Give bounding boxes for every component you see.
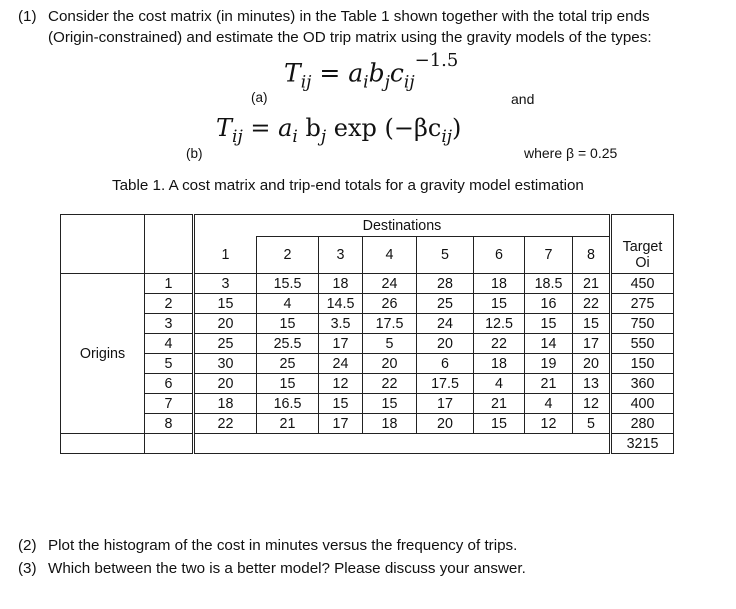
target-cell: 360	[611, 374, 674, 394]
cost-cell: 24	[363, 274, 417, 294]
cost-cell: 15.5	[257, 274, 319, 294]
cost-cell: 22	[194, 414, 257, 434]
eq-b-rhs-a: = a	[250, 114, 293, 142]
dest-header-7: 7	[525, 237, 573, 274]
target-cell: 150	[611, 354, 674, 374]
target-cell: 280	[611, 414, 674, 434]
cost-cell: 15	[474, 294, 525, 314]
eq-b-sub-j: j	[320, 126, 327, 147]
empty-cell	[61, 215, 145, 237]
cost-cell: 15	[525, 314, 573, 334]
empty-cell	[145, 434, 194, 454]
eq-b-sub-ij: ij	[441, 126, 453, 147]
question-3-text: Which between the two is a better model? Please discuss your answer.	[48, 560, 526, 577]
question-1	[18, 6, 730, 48]
cost-cell: 5	[363, 334, 417, 354]
equation-connector: and	[511, 91, 535, 107]
target-cell: 400	[611, 394, 674, 414]
table-caption: Table 1. A cost matrix and trip-end totals for a gravity model estimation	[112, 177, 584, 194]
target-cell: 750	[611, 314, 674, 334]
cost-cell: 4	[257, 294, 319, 314]
cost-matrix-table	[60, 214, 674, 454]
origins-label: Origins	[61, 274, 145, 434]
cost-cell: 18	[474, 274, 525, 294]
empty-cell	[61, 237, 145, 274]
origin-number: 2	[145, 294, 194, 314]
dest-header-1: 1	[194, 237, 257, 274]
target-cell: 450	[611, 274, 674, 294]
cost-cell: 12	[525, 414, 573, 434]
cost-cell: 24	[417, 314, 474, 334]
cost-cell: 22	[573, 294, 611, 314]
cost-cell: 15	[363, 394, 417, 414]
cost-cell: 15	[257, 374, 319, 394]
eq-a-rhs-c: c	[389, 58, 404, 88]
cost-cell: 15	[319, 394, 363, 414]
cost-cell: 21	[573, 274, 611, 294]
cost-cell: 4	[474, 374, 525, 394]
dest-header-6: 6	[474, 237, 525, 274]
cost-cell: 3	[194, 274, 257, 294]
eq-a-lhs: T	[284, 58, 301, 88]
cost-cell: 22	[474, 334, 525, 354]
cost-cell: 17	[573, 334, 611, 354]
cost-cell: 25	[194, 334, 257, 354]
cost-cell: 20	[573, 354, 611, 374]
cost-cell: 17	[319, 334, 363, 354]
cost-cell: 18	[319, 274, 363, 294]
cost-cell: 17.5	[363, 314, 417, 334]
origin-number: 1	[145, 274, 194, 294]
eq-a-exponent: −1.5	[414, 50, 459, 71]
cost-cell: 25	[417, 294, 474, 314]
question-3	[18, 560, 526, 577]
cost-cell: 28	[417, 274, 474, 294]
eq-a-sub-i: i	[363, 72, 369, 93]
destinations-header: Destinations	[194, 215, 611, 237]
empty-cell	[61, 434, 145, 454]
eq-a-sub-ij: ij	[403, 72, 415, 93]
eq-b-close: )	[452, 114, 462, 142]
question-1-number: (1)	[18, 8, 37, 25]
beta-value: where β = 0.25	[524, 145, 618, 161]
cost-cell: 14	[525, 334, 573, 354]
cost-cell: 18	[194, 394, 257, 414]
empty-cell	[611, 215, 674, 237]
equation-a-label: (a)	[251, 90, 268, 105]
question-2-text: Plot the histogram of the cost in minutes versus the frequency of trips.	[48, 537, 518, 554]
target-cell: 275	[611, 294, 674, 314]
cost-cell: 17.5	[417, 374, 474, 394]
origin-number: 7	[145, 394, 194, 414]
cost-cell: 12	[573, 394, 611, 414]
eq-a-rhs-a: = a	[319, 58, 364, 88]
cost-cell: 21	[525, 374, 573, 394]
total-cell: 3215	[611, 434, 674, 454]
cost-cell: 30	[194, 354, 257, 374]
question-1-text-line1: Consider the cost matrix (in minutes) in the Table 1 shown together with the total trip ends	[48, 8, 650, 25]
cost-cell: 17	[417, 394, 474, 414]
cost-cell: 20	[363, 354, 417, 374]
eq-a-lhs-sub: ij	[300, 72, 312, 93]
eq-a-sub-j: j	[384, 72, 390, 93]
question-2-number: (2)	[18, 537, 37, 554]
cost-cell: 17	[319, 414, 363, 434]
cost-cell: 18	[474, 354, 525, 374]
cost-cell: 16.5	[257, 394, 319, 414]
equation-b	[216, 114, 461, 147]
empty-cell	[194, 434, 611, 454]
cost-cell: 6	[417, 354, 474, 374]
cost-cell: 26	[363, 294, 417, 314]
question-1-text-line2: (Origin-constrained) and estimate the OD trip matrix using the gravity models of the types:	[48, 29, 652, 46]
cost-cell: 15	[474, 414, 525, 434]
cost-cell: 15	[194, 294, 257, 314]
equation-a	[284, 50, 459, 93]
cost-cell: 18.5	[525, 274, 573, 294]
cost-cell: 12.5	[474, 314, 525, 334]
dest-header-4: 4	[363, 237, 417, 274]
cost-cell: 20	[194, 314, 257, 334]
cost-cell: 18	[363, 414, 417, 434]
cost-cell: 21	[257, 414, 319, 434]
eq-b-lhs: T	[216, 114, 233, 142]
eq-b-exp: exp (−βc	[333, 114, 442, 142]
cost-cell: 15	[257, 314, 319, 334]
dest-header-5: 5	[417, 237, 474, 274]
target-label-2: Oi	[635, 254, 650, 271]
cost-cell: 5	[573, 414, 611, 434]
origin-number: 4	[145, 334, 194, 354]
cost-cell: 20	[417, 414, 474, 434]
cost-cell: 25	[257, 354, 319, 374]
origin-number: 5	[145, 354, 194, 374]
cost-cell: 20	[417, 334, 474, 354]
cost-cell: 20	[194, 374, 257, 394]
dest-header-3: 3	[319, 237, 363, 274]
origin-number: 8	[145, 414, 194, 434]
eq-a-rhs-b: b	[368, 58, 385, 88]
dest-header-2: 2	[257, 237, 319, 274]
empty-cell	[145, 215, 194, 237]
cost-cell: 15	[573, 314, 611, 334]
target-cell: 550	[611, 334, 674, 354]
cost-cell: 16	[525, 294, 573, 314]
eq-b-sub-i: i	[292, 126, 298, 147]
origin-number: 6	[145, 374, 194, 394]
question-2	[18, 537, 517, 554]
cost-cell: 12	[319, 374, 363, 394]
eq-b-lhs-sub: ij	[232, 126, 243, 147]
dest-header-8: 8	[573, 237, 611, 274]
cost-cell: 4	[525, 394, 573, 414]
target-header	[611, 237, 674, 274]
cost-cell: 25.5	[257, 334, 319, 354]
cost-cell: 21	[474, 394, 525, 414]
target-label-1: Target	[622, 238, 663, 255]
equation-b-label: (b)	[186, 146, 203, 161]
cost-cell: 22	[363, 374, 417, 394]
origin-number: 3	[145, 314, 194, 334]
eq-b-rhs-b: b	[297, 114, 321, 142]
question-3-number: (3)	[18, 560, 37, 577]
cost-cell: 19	[525, 354, 573, 374]
cost-cell: 24	[319, 354, 363, 374]
cost-cell: 3.5	[319, 314, 363, 334]
empty-cell	[145, 237, 194, 274]
cost-cell: 13	[573, 374, 611, 394]
cost-cell: 14.5	[319, 294, 363, 314]
